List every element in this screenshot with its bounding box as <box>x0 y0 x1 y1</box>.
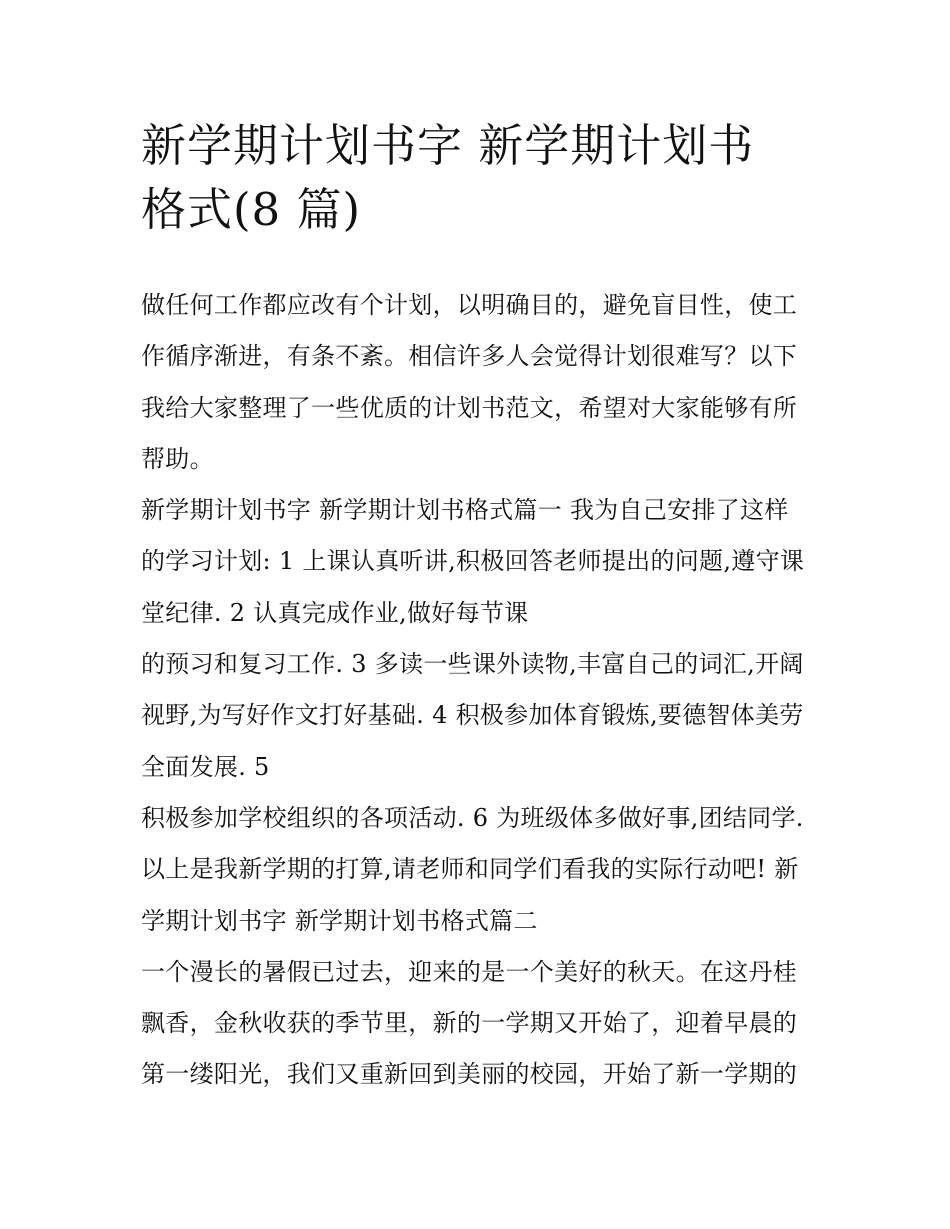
document-body <box>141 280 821 1101</box>
body-line: 新学期计划书字 新学期计划书格式篇一 我为自己安排了这样 <box>141 496 789 525</box>
body-line: 视野,为写好作文打好基础. 4 积极参加体育锻炼,要德智体美劳 <box>141 701 804 730</box>
body-line: 积极参加学校组织的各项活动. 6 为班级体多做好事,团结同学. <box>141 803 804 832</box>
title-line: 新学期计划书字 新学期计划书 <box>141 119 755 172</box>
body-line: 做任何工作都应改有个计划，以明确目的，避免盲目性，使工 <box>141 291 798 319</box>
document-title <box>141 114 821 242</box>
body-line: 全面发展. 5 <box>141 752 270 781</box>
body-line: 第一缕阳光，我们又重新回到美丽的校园，开始了新一学期的 <box>141 1060 798 1089</box>
body-line: 堂纪律. 2 认真完成作业,做好每节课 <box>141 598 529 627</box>
body-line: 飘香，金秋收获的季节里，新的一学期又开始了，迎着早晨的 <box>141 1009 798 1038</box>
body-line: 作循序渐进，有条不紊。相信许多人会觉得计划很难写？以下 <box>141 342 798 371</box>
body-line: 的学习计划: 1 上课认真听讲,积极回答老师提出的问题,遵守课 <box>141 547 805 576</box>
body-line: 以上是我新学期的打算,请老师和同学们看我的实际行动吧! 新 <box>141 855 799 884</box>
body-line: 的预习和复习工作. 3 多读一些课外读物,丰富自己的词汇,开阔 <box>141 650 804 679</box>
body-line: 一个漫长的暑假已过去，迎来的是一个美好的秋天。在这丹桂 <box>141 957 798 986</box>
body-line: 我给大家整理了一些优质的计划书范文，希望对大家能够有所 <box>141 393 798 422</box>
title-line: 格式(8 篇) <box>141 183 362 236</box>
body-line: 帮助。 <box>141 444 214 473</box>
body-line: 学期计划书字 新学期计划书格式篇二 <box>141 906 538 935</box>
